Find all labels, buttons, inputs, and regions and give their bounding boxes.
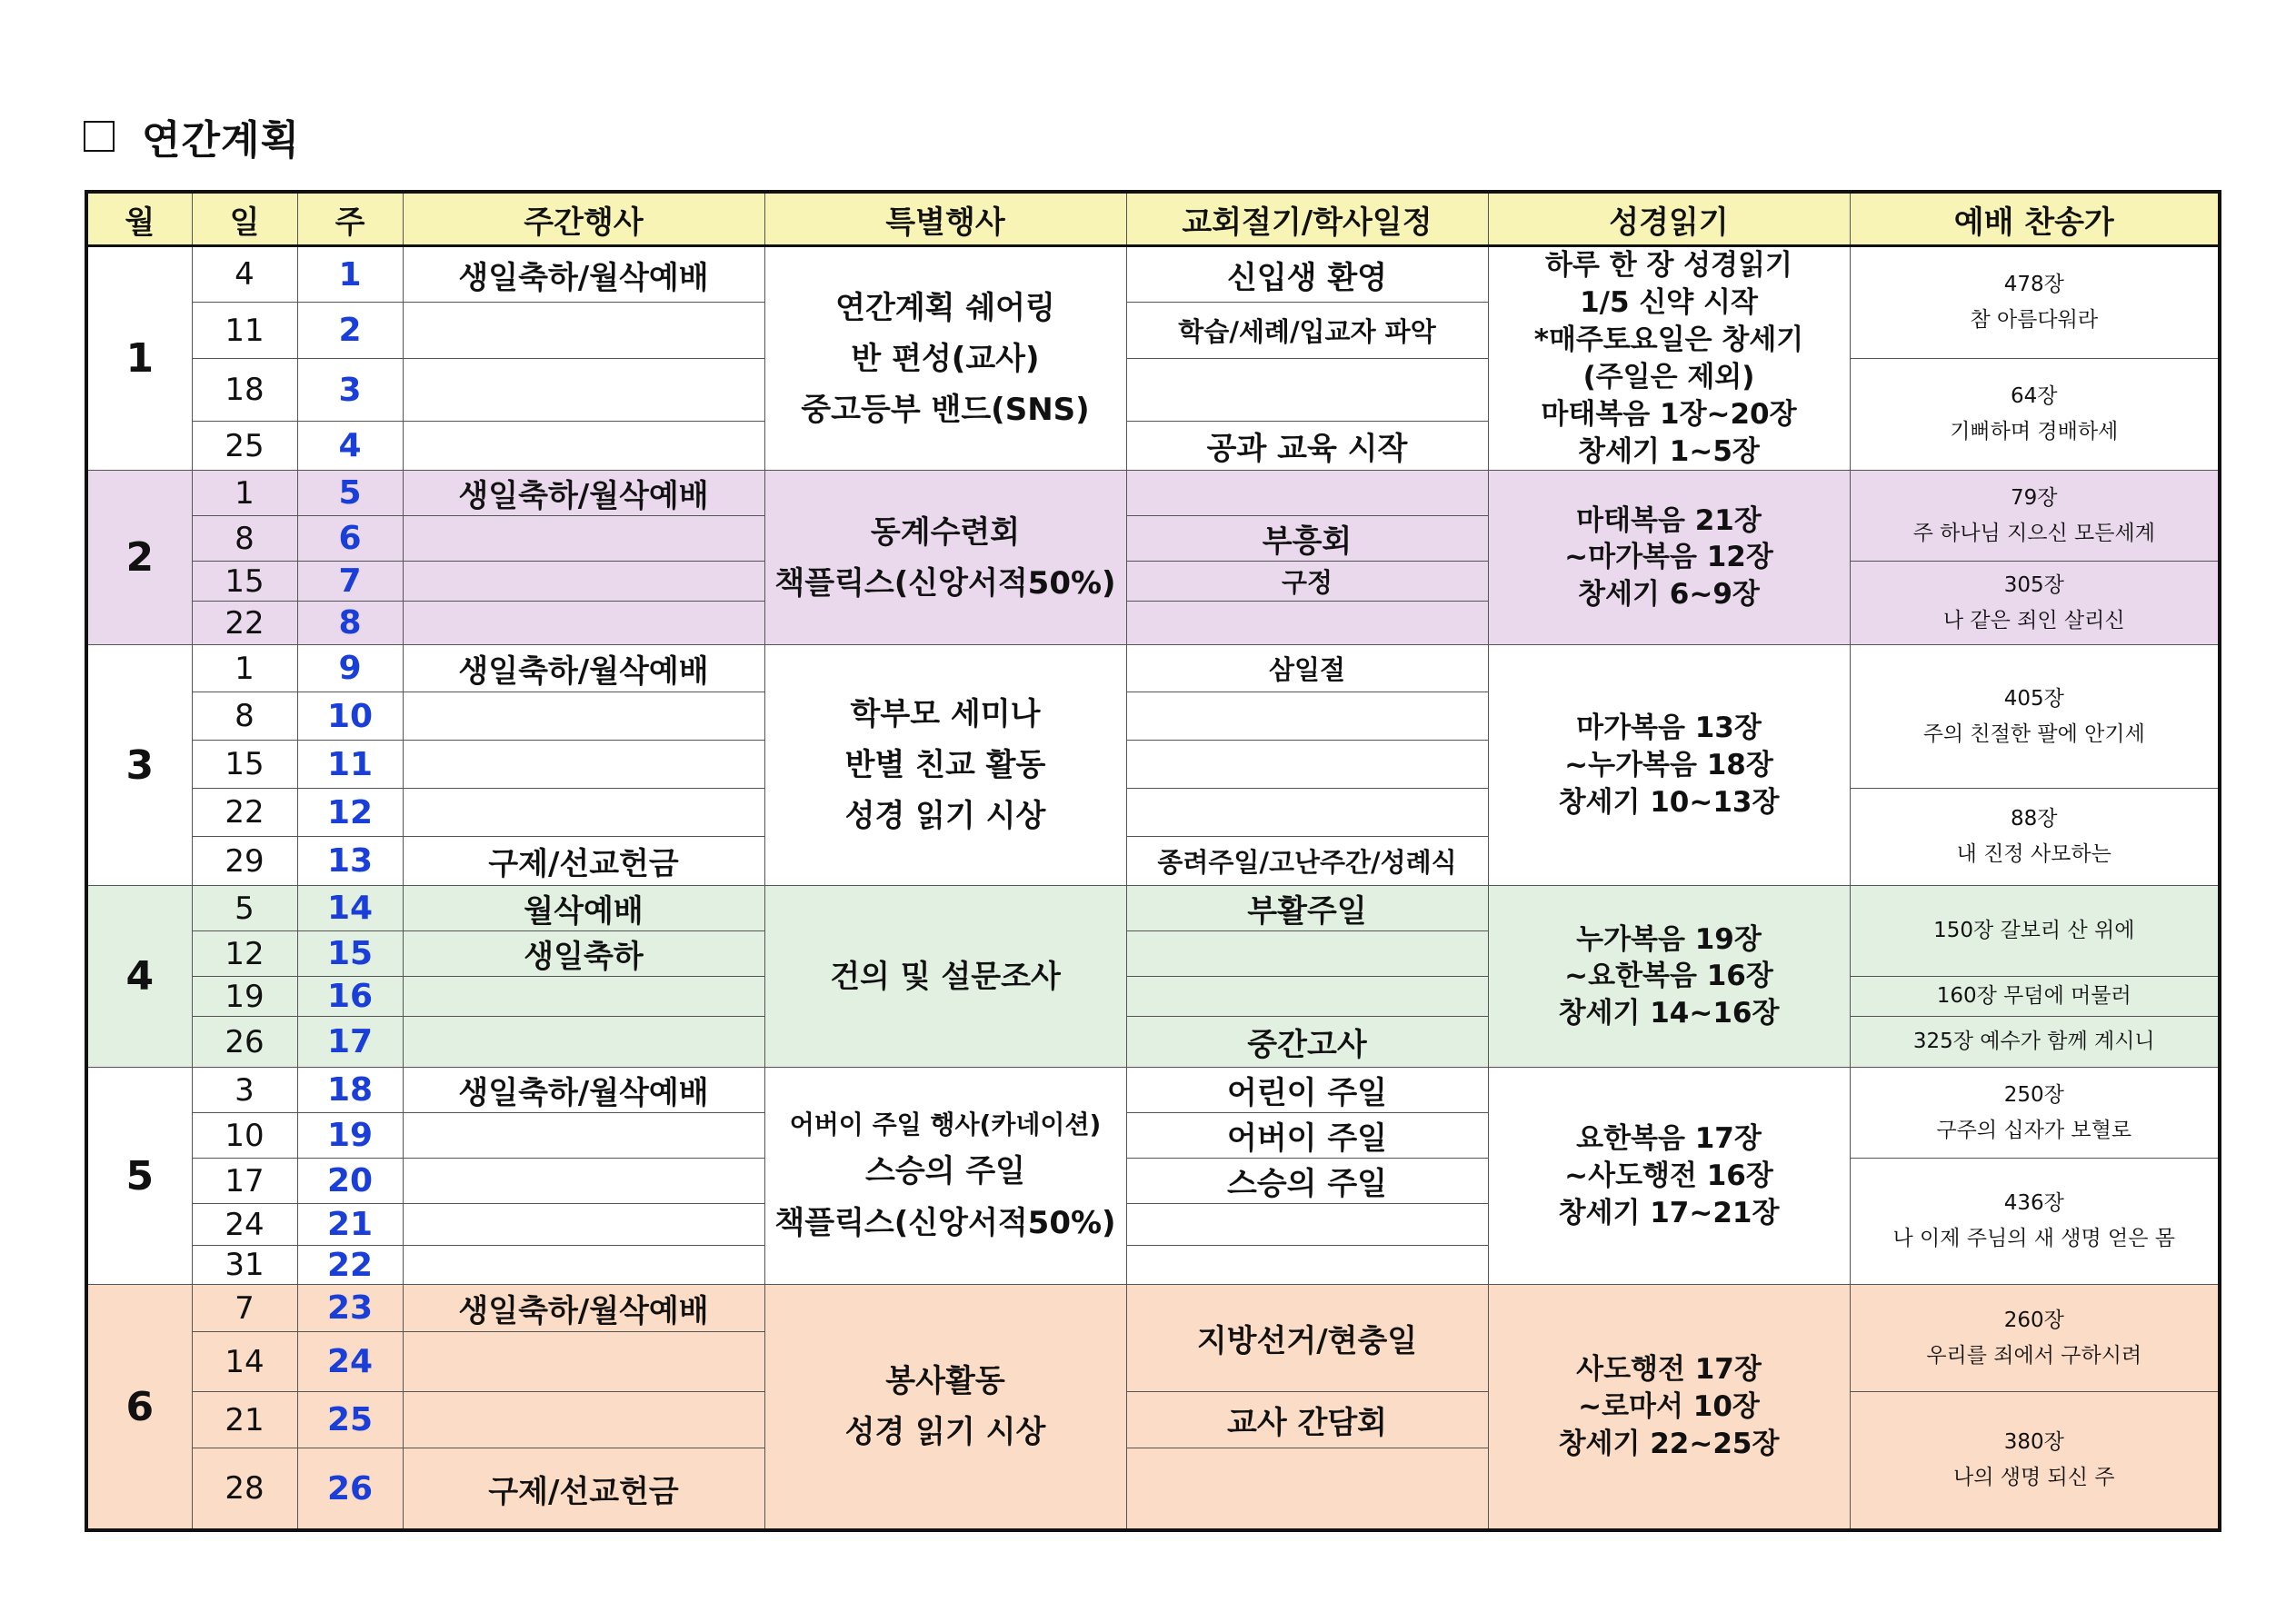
hymn-cell (1850, 1159, 2220, 1285)
week-number-cell: 12 (297, 789, 403, 837)
header-day: 일 (192, 192, 297, 246)
bible-reading-line: 창세기 1~5장 (1578, 434, 1760, 468)
church-calendar-cell: 신입생 환영 (1126, 246, 1488, 303)
special-event-line: 학부모 세미나 (850, 696, 1041, 733)
hymn-line: 305장 (2003, 572, 2064, 597)
day-cell: 19 (192, 977, 297, 1017)
weekly-event-cell: 구제/선교헌금 (403, 1448, 764, 1530)
bible-reading-cell (1488, 246, 1850, 471)
weekly-event-cell (403, 1332, 764, 1392)
bible-reading-line: 1/5 신약 시작 (1580, 285, 1758, 319)
bible-reading-line: 사도행전 17장 (1576, 1352, 1762, 1386)
week-number-cell: 16 (297, 977, 403, 1017)
hymn-line: 160장 무덤에 머물러 (1936, 984, 2131, 1009)
week-number-cell: 15 (297, 931, 403, 977)
day-cell: 22 (192, 789, 297, 837)
day-cell: 24 (192, 1204, 297, 1246)
hymn-line: 나 이제 주님의 새 생명 얻은 몸 (1892, 1227, 2175, 1251)
church-calendar-cell (1126, 1204, 1488, 1246)
church-calendar-cell: 학습/세례/입교자 파악 (1126, 303, 1488, 359)
special-event-line: 반별 친교 활동 (844, 747, 1046, 784)
day-cell: 15 (192, 741, 297, 789)
week-number-cell: 8 (297, 602, 403, 645)
week-number-cell: 25 (297, 1392, 403, 1448)
week-number-cell: 10 (297, 692, 403, 741)
day-cell: 25 (192, 422, 297, 471)
weekly-event-cell: 생일축하 (403, 931, 764, 977)
special-event-line: 건의 및 설문조사 (830, 958, 1061, 995)
header-weekly-events: 주간행사 (403, 192, 764, 246)
hymn-line: 주의 친절한 팔에 안기세 (1922, 721, 2145, 746)
bible-reading-line: 마가복음 13장 (1576, 711, 1762, 745)
hymn-cell (1850, 789, 2220, 886)
special-event-line: 봉사활동 (885, 1363, 1005, 1400)
hymn-line: 주 하나님 지으신 모든세계 (1912, 521, 2155, 545)
hymn-line: 250장 (2003, 1082, 2064, 1107)
bible-reading-line: 창세기 10~13장 (1558, 785, 1780, 819)
hymn-line: 436장 (2003, 1191, 2064, 1216)
day-cell: 21 (192, 1392, 297, 1448)
week-row (86, 977, 2220, 1017)
bible-reading-line: (주일은 제외) (1582, 360, 1755, 393)
special-event-cell (764, 886, 1126, 1068)
church-calendar-cell: 부흥회 (1126, 516, 1488, 562)
week-number-cell: 5 (297, 471, 403, 516)
bible-reading-line: ~마가복음 12장 (1564, 541, 1773, 574)
special-event-cell (764, 1068, 1126, 1285)
special-event-cell (764, 645, 1126, 886)
church-calendar-cell (1126, 931, 1488, 977)
weekly-event-cell: 구제/선교헌금 (403, 837, 764, 886)
hymn-line: 405장 (2003, 686, 2064, 711)
weekly-event-cell (403, 422, 764, 471)
week-row (86, 1392, 2220, 1448)
church-calendar-cell (1126, 471, 1488, 516)
hymn-cell (1850, 1017, 2220, 1068)
church-calendar-cell (1126, 602, 1488, 645)
hymn-line: 우리를 죄에서 구하시려 (1926, 1343, 2142, 1368)
hymn-line: 260장 (2003, 1308, 2064, 1332)
week-number-cell: 21 (297, 1204, 403, 1246)
bible-reading-line: ~누가복음 18장 (1564, 748, 1773, 781)
hymn-cell (1850, 1392, 2220, 1530)
header-month: 월 (86, 192, 192, 246)
church-calendar-cell (1126, 789, 1488, 837)
month-cell: 4 (86, 886, 192, 1068)
bible-reading-line: 요한복음 17장 (1576, 1122, 1762, 1156)
week-row (86, 359, 2220, 422)
special-event-line: 책플릭스(신앙서적50%) (774, 564, 1116, 602)
day-cell: 22 (192, 602, 297, 645)
church-calendar-cell: 부활주일 (1126, 886, 1488, 931)
week-number-cell: 19 (297, 1113, 403, 1159)
church-calendar-cell (1126, 1448, 1488, 1530)
bible-reading-line: 창세기 17~21장 (1558, 1196, 1780, 1229)
weekly-event-cell (403, 602, 764, 645)
week-row (86, 246, 2220, 303)
day-cell: 5 (192, 886, 297, 931)
church-calendar-cell (1126, 1246, 1488, 1285)
church-calendar-cell: 종려주일/고난주간/성례식 (1126, 837, 1488, 886)
weekly-event-cell (403, 359, 764, 422)
month-cell: 6 (86, 1285, 192, 1530)
day-cell: 7 (192, 1285, 297, 1332)
hymn-line: 79장 (2011, 485, 2058, 510)
month-cell: 3 (86, 645, 192, 886)
weekly-event-cell: 월삭예배 (403, 886, 764, 931)
week-row (86, 1285, 2220, 1332)
weekly-event-cell: 생일축하/월삭예배 (403, 471, 764, 516)
day-cell: 15 (192, 562, 297, 602)
weekly-event-cell (403, 1246, 764, 1285)
header-bible-reading: 성경읽기 (1488, 192, 1850, 246)
hymn-cell (1850, 645, 2220, 789)
church-calendar-cell: 교사 간담회 (1126, 1392, 1488, 1448)
church-calendar-cell: 삼일절 (1126, 645, 1488, 692)
hymn-line: 나 같은 죄인 살리신 (1942, 608, 2125, 632)
special-event-line: 성경 읽기 시상 (844, 1414, 1046, 1451)
weekly-event-cell (403, 1159, 764, 1204)
day-cell: 3 (192, 1068, 297, 1113)
day-cell: 10 (192, 1113, 297, 1159)
hymn-line: 478장 (2003, 272, 2064, 296)
church-calendar-cell (1126, 977, 1488, 1017)
week-number-cell: 11 (297, 741, 403, 789)
bible-reading-cell (1488, 886, 1850, 1068)
page-heading (84, 107, 300, 165)
week-row (86, 1159, 2220, 1204)
week-row (86, 1017, 2220, 1068)
day-cell: 1 (192, 645, 297, 692)
weekly-event-cell: 생일축하/월삭예배 (403, 645, 764, 692)
hymn-cell (1850, 359, 2220, 471)
weekly-event-cell (403, 741, 764, 789)
weekly-event-cell: 생일축하/월삭예배 (403, 246, 764, 303)
hymn-cell (1850, 1068, 2220, 1159)
day-cell: 12 (192, 931, 297, 977)
day-cell: 4 (192, 246, 297, 303)
bible-reading-line: 마태복음 1장~20장 (1541, 397, 1797, 431)
day-cell: 1 (192, 471, 297, 516)
weekly-event-cell: 생일축하/월삭예배 (403, 1068, 764, 1113)
bible-reading-line: 하루 한 장 성경읽기 (1545, 249, 1792, 282)
week-number-cell: 6 (297, 516, 403, 562)
checkbox-square-icon (84, 121, 115, 152)
bible-reading-line: *매주토요일은 창세기 (1533, 323, 1804, 356)
week-number-cell: 14 (297, 886, 403, 931)
month-cell: 1 (86, 246, 192, 471)
special-event-line: 성경 읽기 시상 (844, 798, 1046, 835)
week-number-cell: 2 (297, 303, 403, 359)
weekly-event-cell (403, 303, 764, 359)
day-cell: 11 (192, 303, 297, 359)
hymn-line: 내 진정 사모하는 (1956, 842, 2111, 867)
header-worship-hymns: 예배 찬송가 (1850, 192, 2220, 246)
special-event-cell (764, 471, 1126, 645)
week-number-cell: 7 (297, 562, 403, 602)
annual-plan-table (85, 190, 2221, 1532)
church-calendar-cell (1126, 359, 1488, 422)
header-week: 주 (297, 192, 403, 246)
week-row (86, 562, 2220, 602)
week-number-cell: 13 (297, 837, 403, 886)
hymn-cell (1850, 977, 2220, 1017)
week-number-cell: 26 (297, 1448, 403, 1530)
church-calendar-cell: 중간고사 (1126, 1017, 1488, 1068)
weekly-event-cell (403, 1392, 764, 1448)
week-row (86, 886, 2220, 931)
week-number-cell: 18 (297, 1068, 403, 1113)
special-event-line: 어버이 주일 행사(카네이션) (789, 1110, 1102, 1140)
hymn-line: 구주의 십자가 보혈로 (1936, 1118, 2132, 1142)
week-number-cell: 20 (297, 1159, 403, 1204)
church-calendar-cell: 구정 (1126, 562, 1488, 602)
header-special-events: 특별행사 (764, 192, 1126, 246)
week-row (86, 1068, 2220, 1113)
day-cell: 29 (192, 837, 297, 886)
weekly-event-cell (403, 1017, 764, 1068)
weekly-event-cell (403, 692, 764, 741)
bible-reading-cell (1488, 645, 1850, 886)
church-calendar-cell (1126, 741, 1488, 789)
special-event-line: 반 편성(교사) (851, 340, 1040, 377)
hymn-line: 64장 (2011, 384, 2058, 409)
header-church-calendar: 교회절기/학사일정 (1126, 192, 1488, 246)
month-cell: 5 (86, 1068, 192, 1285)
day-cell: 31 (192, 1246, 297, 1285)
hymn-cell (1850, 562, 2220, 645)
hymn-cell (1850, 471, 2220, 562)
church-calendar-cell: 스승의 주일 (1126, 1159, 1488, 1204)
weekly-event-cell (403, 516, 764, 562)
church-calendar-cell (1126, 692, 1488, 741)
month-cell: 2 (86, 471, 192, 645)
bible-reading-cell (1488, 1068, 1850, 1285)
day-cell: 14 (192, 1332, 297, 1392)
weekly-event-cell (403, 977, 764, 1017)
hymn-line: 참 아름다워라 (1970, 308, 2099, 332)
day-cell: 26 (192, 1017, 297, 1068)
bible-reading-line: 창세기 6~9장 (1578, 578, 1760, 612)
week-row (86, 789, 2220, 837)
hymn-cell (1850, 1285, 2220, 1392)
special-event-line: 연간계획 쉐어링 (835, 289, 1055, 326)
special-event-cell (764, 246, 1126, 471)
hymn-cell (1850, 886, 2220, 977)
day-cell: 18 (192, 359, 297, 422)
weekly-event-cell (403, 789, 764, 837)
bible-reading-line: ~요한복음 16장 (1564, 960, 1773, 993)
day-cell: 28 (192, 1448, 297, 1530)
weekly-event-cell (403, 1113, 764, 1159)
week-number-cell: 17 (297, 1017, 403, 1068)
special-event-line: 중고등부 밴드(SNS) (801, 391, 1090, 428)
page-title: 연간계획 (142, 117, 301, 164)
bible-reading-line: ~사도행전 16장 (1564, 1159, 1773, 1192)
day-cell: 8 (192, 516, 297, 562)
day-cell: 8 (192, 692, 297, 741)
bible-reading-line: ~로마서 10장 (1578, 1389, 1760, 1423)
church-calendar-cell: 공과 교육 시작 (1126, 422, 1488, 471)
special-event-cell (764, 1285, 1126, 1530)
weekly-event-cell (403, 1204, 764, 1246)
bible-reading-line: 창세기 14~16장 (1558, 997, 1780, 1030)
bible-reading-cell (1488, 1285, 1850, 1530)
hymn-line: 325장 예수가 함께 계시니 (1912, 1030, 2155, 1054)
hymn-line: 88장 (2011, 807, 2058, 831)
day-cell: 17 (192, 1159, 297, 1204)
hymn-line: 380장 (2003, 1430, 2064, 1455)
week-number-cell: 9 (297, 645, 403, 692)
week-number-cell: 24 (297, 1332, 403, 1392)
week-number-cell: 23 (297, 1285, 403, 1332)
bible-reading-line: 창세기 22~25장 (1558, 1427, 1780, 1460)
week-number-cell: 3 (297, 359, 403, 422)
weekly-event-cell (403, 562, 764, 602)
hymn-cell (1850, 246, 2220, 359)
week-number-cell: 22 (297, 1246, 403, 1285)
special-event-line: 동계수련회 (870, 513, 1021, 551)
church-calendar-cell: 어린이 주일 (1126, 1068, 1488, 1113)
church-calendar-cell: 어버이 주일 (1126, 1113, 1488, 1159)
week-row (86, 645, 2220, 692)
hymn-line: 150장 갈보리 산 위에 (1933, 919, 2135, 943)
week-number-cell: 1 (297, 246, 403, 303)
bible-reading-line: 누가복음 19장 (1576, 922, 1762, 956)
church-calendar-cell: 지방선거/현충일 (1126, 1285, 1488, 1392)
week-row (86, 471, 2220, 516)
hymn-line: 기뻐하며 경배하세 (1950, 420, 2119, 444)
week-number-cell: 4 (297, 422, 403, 471)
special-event-line: 스승의 주일 (864, 1153, 1026, 1190)
header-row (86, 192, 2220, 246)
special-event-line: 책플릭스(신앙서적50%) (774, 1204, 1116, 1241)
weekly-event-cell: 생일축하/월삭예배 (403, 1285, 764, 1332)
bible-reading-line: 마태복음 21장 (1576, 503, 1762, 537)
bible-reading-cell (1488, 471, 1850, 645)
hymn-line: 나의 생명 되신 주 (1953, 1466, 2115, 1490)
